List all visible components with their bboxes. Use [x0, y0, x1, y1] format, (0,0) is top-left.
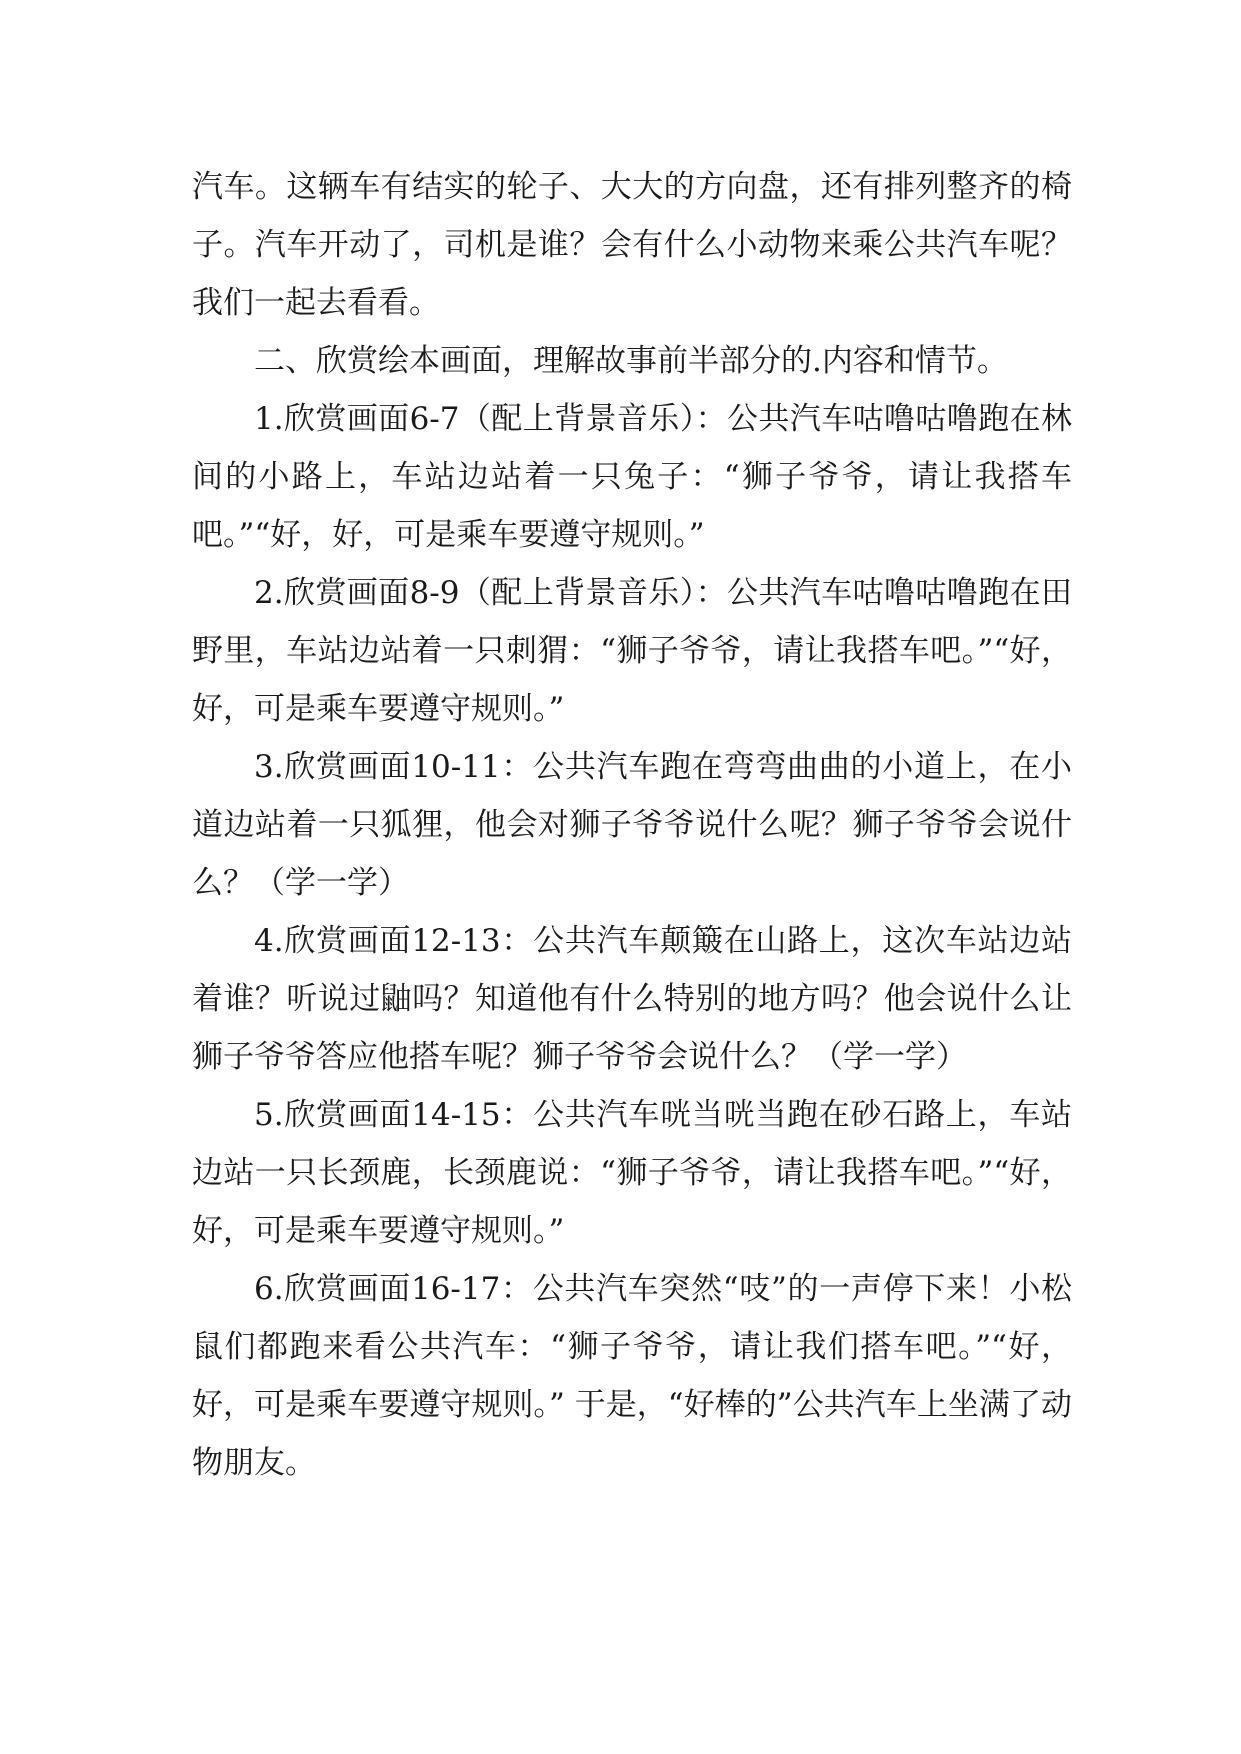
- list-item: 5.欣赏画面14-15：公共汽车咣当咣当跑在砂石路上，车站边站一只长颈鹿，长颈鹿说：“狮子爷爷，请让我搭车吧。”“好，好，可是乘车要遵守规则。”: [192, 1097, 1072, 1249]
- paragraph-intro-continuation: 汽车。这辆车有结实的轮子、大大的方向盘，还有排列整齐的椅子。汽车开动了，司机是谁？会有什么小动物来乘公共汽车呢？我们一起去看看。: [192, 169, 1072, 321]
- section-heading-2: 二、欣赏绘本画面，理解故事前半部分的.内容和情节。: [254, 343, 1008, 379]
- list-item: 6.欣赏画面16-17：公共汽车突然“吱”的一声停下来！小松鼠们都跑来看公共汽车：“狮子爷爷，请让我们搭车吧。”“好，好，可是乘车要遵守规则。” 于是，“好棒的”公共汽车上坐满了动物朋友。: [192, 1271, 1072, 1481]
- list-item: 1.欣赏画面6-7（配上背景音乐）：公共汽车咕噜咕噜跑在林间的小路上，车站边站着一只兔子：“狮子爷爷，请让我搭车吧。”“好，好，可是乘车要遵守规则。”: [192, 401, 1072, 553]
- list-item: 3.欣赏画面10-11：公共汽车跑在弯弯曲曲的小道上，在小道边站着一只狐狸，他会对狮子爷爷说什么呢？狮子爷爷会说什么？（学一学）: [192, 749, 1072, 901]
- list-item: 4.欣赏画面12-13：公共汽车颠簸在山路上，这次车站边站着谁？听说过鼬吗？知道他有什么特别的地方吗？他会说什么让狮子爷爷答应他搭车呢？狮子爷爷会说什么？（学一学）: [192, 923, 1072, 1075]
- list-item: 2.欣赏画面8-9（配上背景音乐）：公共汽车咕噜咕噜跑在田野里，车站边站着一只刺猬：“狮子爷爷，请让我搭车吧。”“好，好，可是乘车要遵守规则。”: [192, 575, 1072, 727]
- body-text: [192, 158, 1072, 1492]
